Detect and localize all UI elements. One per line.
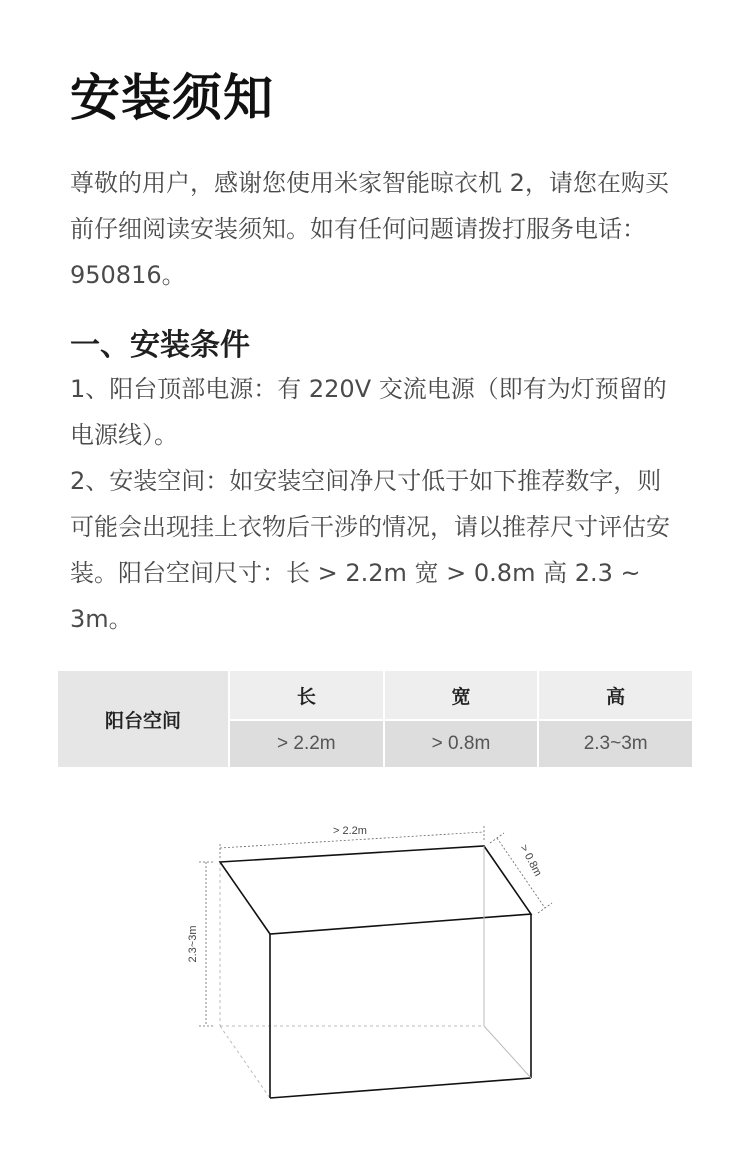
table-header-width: 宽 (384, 670, 539, 720)
box-hidden-edges (220, 862, 484, 1098)
table-value-width: > 0.8m (384, 720, 539, 768)
height-dimension-line (199, 862, 213, 1026)
intro-paragraph: 尊敬的用户，感谢您使用米家智能晾衣机 2，请您在购买前仔细阅读安装须知。如有任何问题请拨打服务电话：950816。 (70, 169, 669, 289)
table-value-length: > 2.2m (229, 720, 384, 768)
section-title: 一、安装条件 (70, 328, 250, 363)
condition-power: 1、阳台顶部电源：有 220V 交流电源（即有为灯预留的电源线）。 (70, 375, 667, 449)
page-title: 安装须知 (70, 69, 274, 127)
length-label: > 2.2m (333, 825, 367, 837)
table-header-height: 高 (538, 670, 693, 720)
width-label: > 0.8m (517, 842, 544, 879)
condition-space: 2、安装空间：如安装空间净尺寸低于如下推荐数字，则可能会出现挂上衣物后干涉的情况，请以推荐尺寸评估安装。阳台空间尺寸：长 > 2.2m 宽 > 0.8m 高 2.3 ~ 3m。 (70, 467, 670, 633)
balcony-space-diagram (0, 790, 750, 1120)
table-header-length: 长 (229, 670, 384, 720)
table-value-height: 2.3~3m (538, 720, 693, 768)
table-row-header: 阳台空间 (57, 670, 229, 768)
balcony-size-table (56, 669, 694, 769)
conditions-list (70, 366, 685, 642)
height-label: 2.3~3m (187, 925, 199, 963)
